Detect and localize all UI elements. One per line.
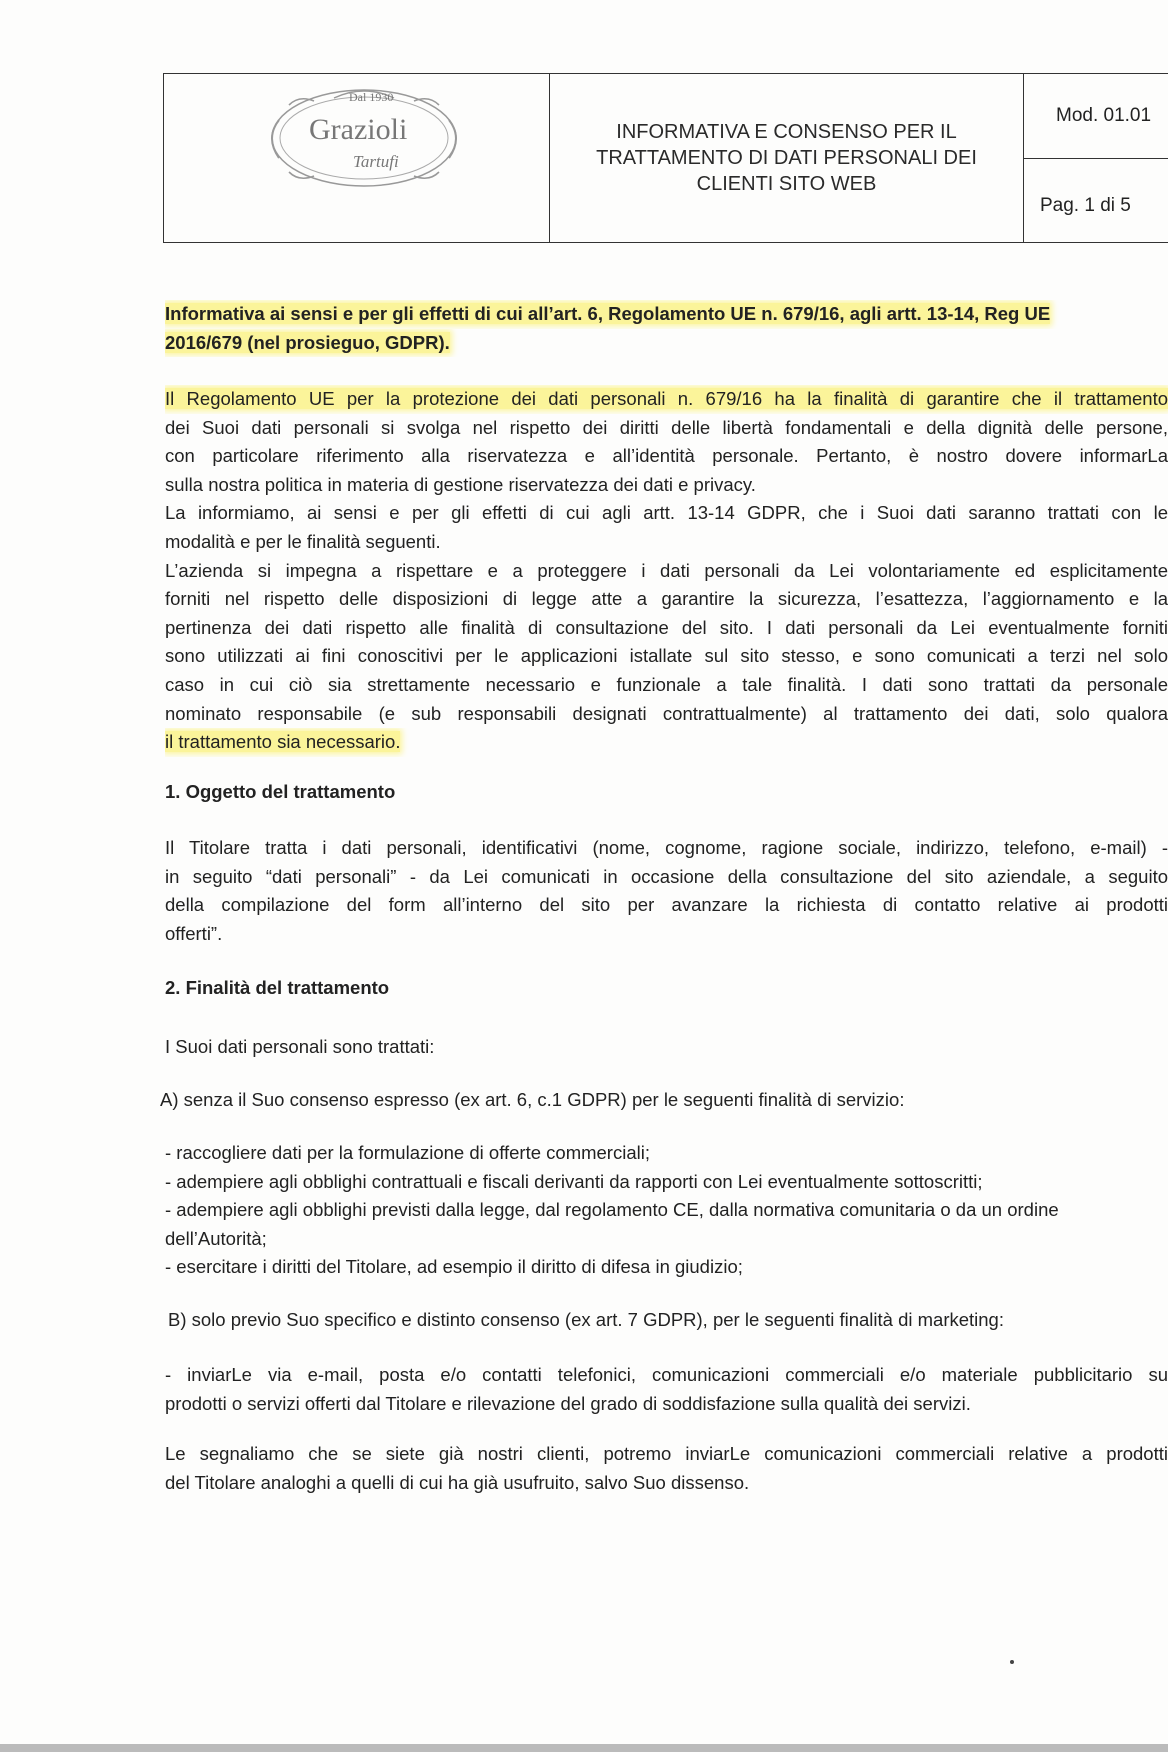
- paragraph-line: sulla nostra politica in materia di gestione riservatezza dei dati e privacy.: [165, 473, 756, 495]
- closing-paragraph: [165, 1440, 1168, 1497]
- page-number: Pag. 1 di 5: [1040, 194, 1131, 216]
- logo-subtitle: Tartufi: [353, 152, 399, 171]
- section-1-heading: 1. Oggetto del trattamento: [165, 781, 396, 802]
- intro-block: [165, 300, 1168, 357]
- intro-line-1: Informativa ai sensi e per gli effetti di cui all’art. 6, Regolamento UE n. 679/16, agli artt. 13-14, Reg UE: [165, 303, 1051, 324]
- list-item: - adempiere agli obblighi previsti dalla legge, dal regolamento CE, dalla normativa comunitaria o da un ordine: [165, 1199, 1059, 1221]
- section-2-heading: 2. Finalità del trattamento: [165, 977, 390, 998]
- paragraph-line: dei Suoi dati personali si svolga nel rispetto dei diritti delle libertà fondamentali e della dignità delle persone,: [165, 416, 1168, 438]
- scan-speck: [1010, 1660, 1014, 1664]
- paragraph-line: La informiamo, ai sensi e per gli effetti di cui agli artt. 13-14 GDPR, che i Suoi dati saranno trattati con le: [165, 502, 1168, 524]
- closing-line: del Titolare analoghi a quelli di cui ha già usufruito, salvo Suo dissenso.: [165, 1471, 750, 1493]
- section-2-intro: I Suoi dati personali sono trattati:: [165, 1036, 435, 1057]
- closing-line: Le segnaliamo che se siete già nostri clienti, potremo inviarLe comunicazioni commerciali relative a prodotti: [165, 1443, 1168, 1464]
- section-1-line: della compilazione del form all’interno del sito per avanzare la richiesta di contatto relative ai prodotti: [165, 894, 1168, 916]
- logo-name: Grazioli: [309, 113, 408, 146]
- section-2-b-label: B) solo previo Suo specifico e distinto consenso (ex art. 7 GDPR), per le seguenti finalità di marketing:: [168, 1309, 1004, 1330]
- logo-year: Dal 1930: [349, 90, 394, 104]
- paragraph-line: con particolare riferimento alla riservatezza e all’identità personale. Pertanto, è nostro dovere informarLa: [165, 445, 1168, 467]
- paragraph-line: nominato responsabile (e sub responsabili designati contrattualmente) al trattamento dei dati, solo qualora: [165, 702, 1168, 724]
- list-item: - adempiere agli obblighi contrattuali e fiscali derivanti da rapporti con Lei eventualmente sottoscritti;: [165, 1170, 983, 1192]
- document-header-table: [163, 73, 1168, 243]
- section-1-line: Il Titolare tratta i dati personali, identificativi (nome, cognome, ragione sociale, indirizzo, telefono, e-mail) -: [165, 837, 1168, 858]
- paragraph-line: caso in cui ciò sia strettamente necessario e funzionale a tale finalità. I dati sono trattati da personale: [165, 673, 1168, 695]
- list-item: - inviarLe via e-mail, posta e/o contatti telefonici, comunicazioni commerciali e/o materiale pubblicitario su: [165, 1364, 1168, 1385]
- paragraph-line: sono utilizzati ai fini conoscitivi per le applicazioni istallate sul sito stesso, e sono comunicati a terzi nel solo: [165, 645, 1168, 667]
- paragraph-line: il trattamento sia necessario.: [165, 731, 401, 753]
- module-code: Mod. 01.01: [1024, 74, 1168, 159]
- document-title-cell: [550, 74, 1024, 242]
- paragraph-line: Il Regolamento UE per la protezione dei dati personali n. 679/16 ha la finalità di garantire che il trattamento: [165, 388, 1168, 409]
- paragraph-line: pertinenza dei dati rispetto alle finalità di consultazione del sito. I dati personali da Lei eventualmente forniti: [165, 616, 1168, 638]
- company-logo: [259, 80, 469, 200]
- paragraph-line: modalità e per le finalità seguenti.: [165, 530, 441, 552]
- list-item: dell’Autorità;: [165, 1227, 267, 1249]
- section-2-b-list: [165, 1361, 1168, 1418]
- section-1-body: [165, 834, 1168, 948]
- section-1-line: in seguito “dati personali” - da Lei comunicati in occasione della consultazione del sito aziendale, a seguito: [165, 865, 1168, 887]
- intro-line-2: 2016/679 (nel prosieguo, GDPR).: [165, 331, 450, 353]
- meta-cell: [1024, 74, 1168, 242]
- paragraph-line: L’azienda si impegna a rispettare e a proteggere i dati personali da Lei volontariamente ed esplicitamente: [165, 559, 1168, 581]
- paragraph-main: [165, 385, 1168, 757]
- list-item: - raccogliere dati per la formulazione di offerte commerciali;: [165, 1142, 650, 1163]
- logo-cell: [164, 74, 550, 242]
- paragraph-line: forniti nel rispetto delle disposizioni di legge atte a garantire la sicurezza, l’esattezza, l’aggiornamento e la: [165, 588, 1168, 610]
- section-2-a-label: A) senza il Suo consenso espresso (ex art. 6, c.1 GDPR) per le seguenti finalità di servizio:: [160, 1089, 905, 1110]
- document-title: INFORMATIVA E CONSENSO PER IL TRATTAMENTO DI DATI PERSONALI DEI CLIENTI SITO WEB: [596, 121, 977, 195]
- section-1-line: offerti”.: [165, 922, 223, 944]
- list-item: - esercitare i diritti del Titolare, ad esempio il diritto di difesa in giudizio;: [165, 1256, 743, 1278]
- section-2-a-list: [165, 1139, 1168, 1282]
- list-item: prodotti o servizi offerti dal Titolare e rilevazione del grado di soddisfazione sulla qualità dei servizi.: [165, 1392, 971, 1414]
- scan-bottom-edge: [0, 1744, 1168, 1752]
